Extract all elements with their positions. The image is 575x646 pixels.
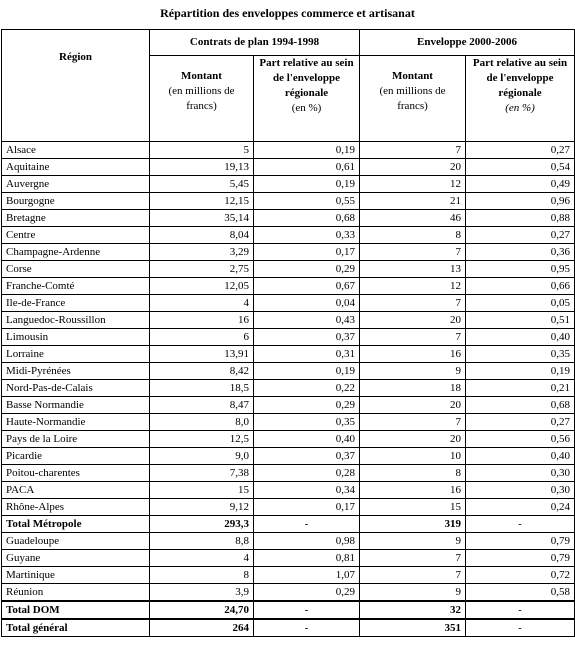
cell-part-1994: - <box>254 516 360 533</box>
cell-region: Total Métropole <box>2 516 150 533</box>
cell-part-2000: 0,49 <box>466 176 575 193</box>
cell-montant-1994: 8,04 <box>150 227 254 244</box>
cell-montant-2000: 7 <box>360 550 466 567</box>
cell-part-1994: 0,31 <box>254 346 360 363</box>
cell-part-2000: 0,54 <box>466 159 575 176</box>
cell-region: Nord-Pas-de-Calais <box>2 380 150 397</box>
cell-region: Martinique <box>2 567 150 584</box>
total-row <box>2 516 575 533</box>
cell-montant-2000: 16 <box>360 346 466 363</box>
total-row <box>2 619 575 637</box>
cell-part-1994: 0,40 <box>254 431 360 448</box>
cell-part-2000: 0,30 <box>466 482 575 499</box>
cell-part-1994: 0,19 <box>254 176 360 193</box>
cell-montant-1994: 35,14 <box>150 210 254 227</box>
cell-montant-2000: 20 <box>360 397 466 414</box>
cell-montant-1994: 3,9 <box>150 584 254 602</box>
header-group-2000-2006: Enveloppe 2000-2006 <box>360 30 575 56</box>
table-row <box>2 329 575 346</box>
header-montant-label: Montant <box>181 70 222 82</box>
table-row <box>2 397 575 414</box>
cell-part-1994: 0,28 <box>254 465 360 482</box>
cell-part-2000: - <box>466 619 575 637</box>
cell-montant-1994: 7,38 <box>150 465 254 482</box>
header-part-label: Part relative au sein de l'enveloppe régionale <box>472 57 568 99</box>
cell-montant-1994: 18,5 <box>150 380 254 397</box>
header-montant-2 <box>360 56 466 142</box>
cell-montant-2000: 32 <box>360 601 466 619</box>
table-row <box>2 363 575 380</box>
cell-montant-1994: 24,70 <box>150 601 254 619</box>
header-montant-label: Montant <box>392 70 433 82</box>
table-row <box>2 380 575 397</box>
cell-part-1994: 0,98 <box>254 533 360 550</box>
cell-montant-1994: 4 <box>150 295 254 312</box>
cell-part-2000: 0,27 <box>466 142 575 159</box>
cell-part-2000: 0,30 <box>466 465 575 482</box>
cell-part-1994: 0,29 <box>254 397 360 414</box>
table-row <box>2 465 575 482</box>
cell-part-2000: 0,56 <box>466 431 575 448</box>
cell-part-2000: 0,79 <box>466 533 575 550</box>
cell-region: Réunion <box>2 584 150 602</box>
cell-montant-1994: 6 <box>150 329 254 346</box>
cell-part-1994: 0,29 <box>254 261 360 278</box>
cell-part-2000: 0,40 <box>466 448 575 465</box>
cell-part-2000: 0,72 <box>466 567 575 584</box>
cell-montant-2000: 7 <box>360 567 466 584</box>
cell-montant-1994: 8,8 <box>150 533 254 550</box>
table-row <box>2 414 575 431</box>
cell-montant-2000: 16 <box>360 482 466 499</box>
cell-part-1994: 0,55 <box>254 193 360 210</box>
cell-montant-2000: 9 <box>360 363 466 380</box>
cell-part-1994: 0,19 <box>254 142 360 159</box>
cell-region: Poitou-charentes <box>2 465 150 482</box>
cell-montant-1994: 264 <box>150 619 254 637</box>
cell-montant-2000: 15 <box>360 499 466 516</box>
cell-part-2000: 0,36 <box>466 244 575 261</box>
cell-region: Corse <box>2 261 150 278</box>
header-part-1 <box>254 56 360 142</box>
cell-region: Guadeloupe <box>2 533 150 550</box>
cell-part-1994: 0,17 <box>254 499 360 516</box>
cell-part-1994: 0,35 <box>254 414 360 431</box>
cell-montant-1994: 16 <box>150 312 254 329</box>
cell-montant-2000: 18 <box>360 380 466 397</box>
cell-part-1994: 0,17 <box>254 244 360 261</box>
header-part-unit: (en %) <box>291 102 322 114</box>
table-body <box>2 142 575 637</box>
cell-region: Champagne-Ardenne <box>2 244 150 261</box>
cell-part-1994: 0,37 <box>254 329 360 346</box>
cell-part-1994: 0,67 <box>254 278 360 295</box>
cell-part-2000: 0,27 <box>466 414 575 431</box>
cell-part-1994: 0,29 <box>254 584 360 602</box>
table-row <box>2 499 575 516</box>
header-montant-1 <box>150 56 254 142</box>
cell-region: Franche-Comté <box>2 278 150 295</box>
cell-region: Guyane <box>2 550 150 567</box>
cell-part-2000: 0,51 <box>466 312 575 329</box>
cell-montant-1994: 5,45 <box>150 176 254 193</box>
cell-montant-2000: 8 <box>360 465 466 482</box>
header-group-1994-1998: Contrats de plan 1994-1998 <box>150 30 360 56</box>
cell-part-1994: 0,68 <box>254 210 360 227</box>
table-row <box>2 448 575 465</box>
cell-region: Centre <box>2 227 150 244</box>
cell-part-1994: 0,43 <box>254 312 360 329</box>
table-row <box>2 210 575 227</box>
cell-montant-1994: 19,13 <box>150 159 254 176</box>
cell-montant-1994: 12,5 <box>150 431 254 448</box>
cell-montant-1994: 8,42 <box>150 363 254 380</box>
cell-montant-2000: 13 <box>360 261 466 278</box>
cell-montant-1994: 3,29 <box>150 244 254 261</box>
cell-montant-2000: 9 <box>360 533 466 550</box>
cell-region: Alsace <box>2 142 150 159</box>
table-title: Répartition des enveloppes commerce et artisanat <box>160 6 415 20</box>
cell-part-2000: 0,66 <box>466 278 575 295</box>
cell-region: Total DOM <box>2 601 150 619</box>
table-row <box>2 244 575 261</box>
cell-montant-1994: 12,15 <box>150 193 254 210</box>
cell-montant-2000: 7 <box>360 295 466 312</box>
cell-region: Limousin <box>2 329 150 346</box>
cell-montant-2000: 8 <box>360 227 466 244</box>
cell-part-2000: 0,40 <box>466 329 575 346</box>
cell-part-1994: 0,37 <box>254 448 360 465</box>
cell-montant-1994: 12,05 <box>150 278 254 295</box>
cell-region: Rhône-Alpes <box>2 499 150 516</box>
cell-part-1994: 0,81 <box>254 550 360 567</box>
cell-part-2000: 0,35 <box>466 346 575 363</box>
table-row <box>2 176 575 193</box>
cell-montant-1994: 9,12 <box>150 499 254 516</box>
header-part-2 <box>466 56 575 142</box>
table-row <box>2 261 575 278</box>
cell-montant-2000: 12 <box>360 278 466 295</box>
cell-region: Languedoc-Roussillon <box>2 312 150 329</box>
cell-region: Ile-de-France <box>2 295 150 312</box>
cell-part-2000: 0,68 <box>466 397 575 414</box>
cell-montant-2000: 20 <box>360 312 466 329</box>
table-row <box>2 346 575 363</box>
cell-montant-1994: 8,47 <box>150 397 254 414</box>
cell-montant-2000: 7 <box>360 329 466 346</box>
cell-region: Auvergne <box>2 176 150 193</box>
cell-montant-1994: 8,0 <box>150 414 254 431</box>
cell-part-1994: 0,33 <box>254 227 360 244</box>
cell-part-2000: 0,27 <box>466 227 575 244</box>
cell-montant-2000: 7 <box>360 244 466 261</box>
cell-part-2000: 0,19 <box>466 363 575 380</box>
cell-montant-2000: 20 <box>360 431 466 448</box>
cell-region: Pays de la Loire <box>2 431 150 448</box>
table-row <box>2 312 575 329</box>
cell-region: Bretagne <box>2 210 150 227</box>
cell-region: Aquitaine <box>2 159 150 176</box>
table-row <box>2 533 575 550</box>
cell-part-1994: 0,22 <box>254 380 360 397</box>
table-row <box>2 431 575 448</box>
cell-montant-2000: 46 <box>360 210 466 227</box>
table-row <box>2 482 575 499</box>
cell-part-1994: - <box>254 619 360 637</box>
cell-region: Haute-Normandie <box>2 414 150 431</box>
cell-part-1994: 0,61 <box>254 159 360 176</box>
cell-region: Lorraine <box>2 346 150 363</box>
cell-part-2000: 0,21 <box>466 380 575 397</box>
cell-region: PACA <box>2 482 150 499</box>
table-row <box>2 159 575 176</box>
cell-region: Total général <box>2 619 150 637</box>
cell-montant-1994: 5 <box>150 142 254 159</box>
cell-montant-2000: 10 <box>360 448 466 465</box>
cell-part-2000: 0,05 <box>466 295 575 312</box>
cell-region: Picardie <box>2 448 150 465</box>
cell-part-1994: 0,34 <box>254 482 360 499</box>
cell-part-2000: 0,96 <box>466 193 575 210</box>
cell-part-1994: 0,04 <box>254 295 360 312</box>
header-part-unit: (en %) <box>505 102 535 114</box>
table-row <box>2 550 575 567</box>
cell-montant-1994: 2,75 <box>150 261 254 278</box>
cell-montant-2000: 9 <box>360 584 466 602</box>
cell-montant-1994: 4 <box>150 550 254 567</box>
cell-part-1994: 0,19 <box>254 363 360 380</box>
cell-part-1994: 1,07 <box>254 567 360 584</box>
table-row <box>2 193 575 210</box>
total-row <box>2 601 575 619</box>
table-row <box>2 278 575 295</box>
cell-montant-2000: 20 <box>360 159 466 176</box>
cell-region: Basse Normandie <box>2 397 150 414</box>
cell-part-2000: 0,24 <box>466 499 575 516</box>
header-region: Région <box>2 30 150 142</box>
cell-region: Midi-Pyrénées <box>2 363 150 380</box>
cell-montant-1994: 9,0 <box>150 448 254 465</box>
cell-part-2000: 0,88 <box>466 210 575 227</box>
cell-part-2000: - <box>466 601 575 619</box>
cell-montant-2000: 7 <box>360 142 466 159</box>
cell-montant-2000: 319 <box>360 516 466 533</box>
cell-part-2000: 0,58 <box>466 584 575 602</box>
header-montant-unit: (en millions de francs) <box>379 85 446 112</box>
cell-montant-1994: 15 <box>150 482 254 499</box>
cell-montant-2000: 12 <box>360 176 466 193</box>
cell-montant-2000: 7 <box>360 414 466 431</box>
table-row <box>2 142 575 159</box>
header-part-label: Part relative au sein de l'enveloppe régionale <box>259 57 354 99</box>
table-row <box>2 567 575 584</box>
cell-part-1994: - <box>254 601 360 619</box>
cell-part-2000: 0,79 <box>466 550 575 567</box>
header-montant-unit: (en millions de francs) <box>168 85 235 112</box>
table-row <box>2 227 575 244</box>
cell-montant-1994: 13,91 <box>150 346 254 363</box>
table-row <box>2 295 575 312</box>
table-row <box>2 584 575 602</box>
cell-montant-1994: 8 <box>150 567 254 584</box>
cell-montant-2000: 351 <box>360 619 466 637</box>
cell-part-2000: - <box>466 516 575 533</box>
cell-montant-2000: 21 <box>360 193 466 210</box>
cell-part-2000: 0,95 <box>466 261 575 278</box>
cell-montant-1994: 293,3 <box>150 516 254 533</box>
cell-region: Bourgogne <box>2 193 150 210</box>
allocation-table <box>1 29 575 637</box>
